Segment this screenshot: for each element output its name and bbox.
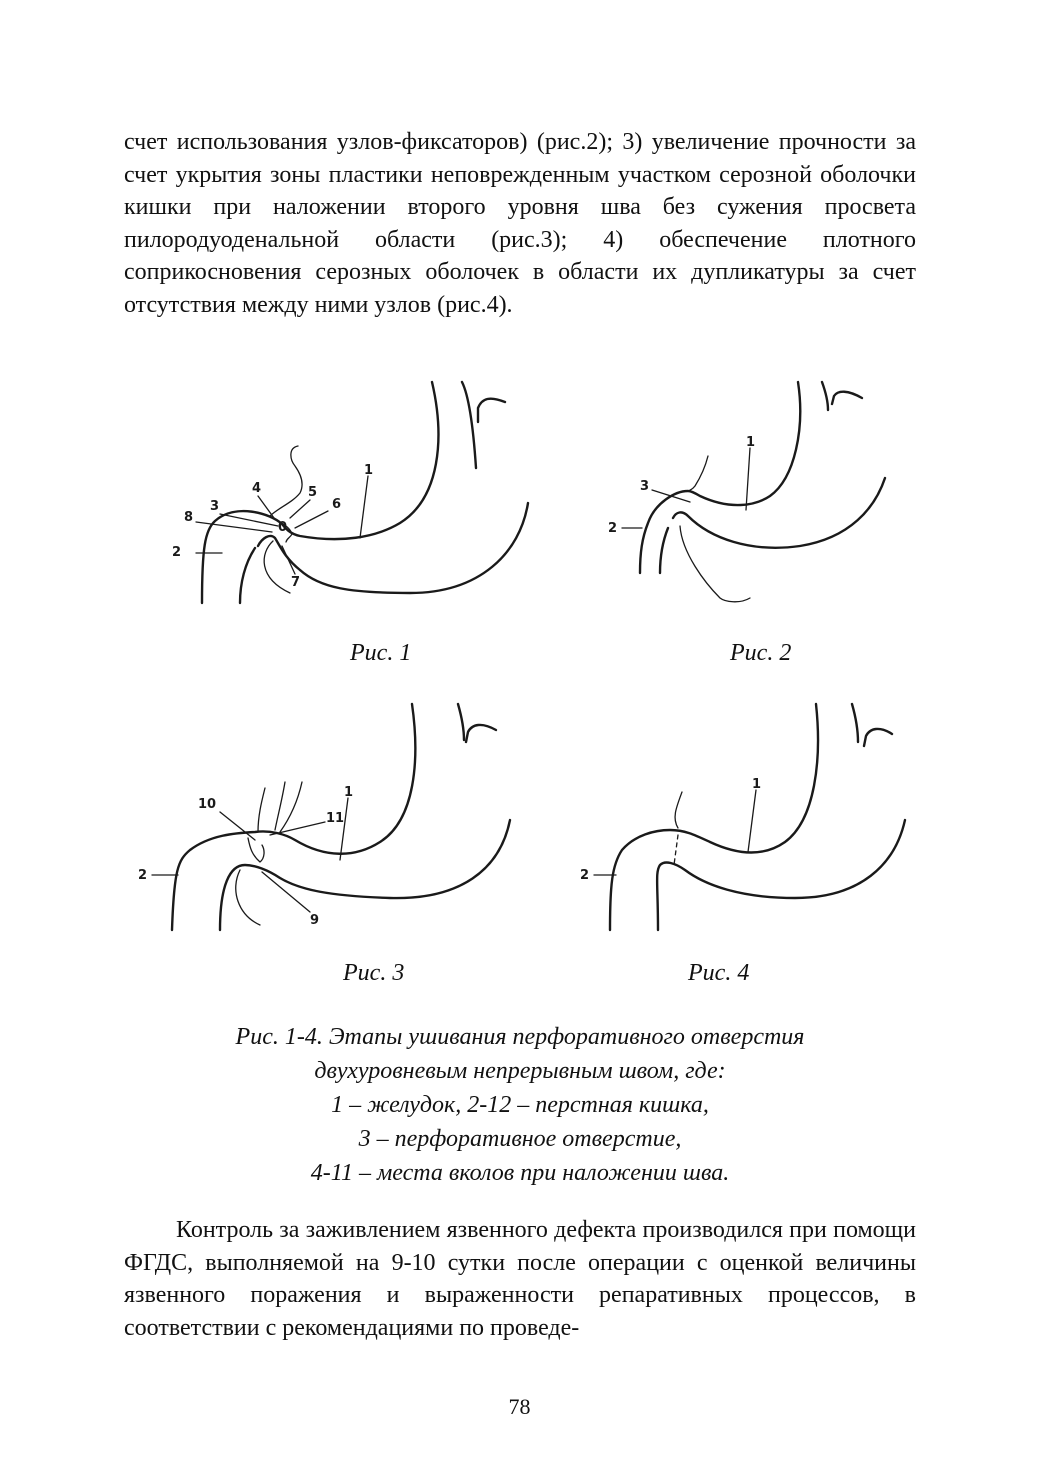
leader-7 — [282, 546, 295, 574]
stomach-wall-right — [852, 704, 858, 742]
figure-1-label-4: 4 — [252, 481, 262, 496]
body-paragraph-top: счет использования узлов-фиксаторов) (рис.2); 3) увеличение прочности за счет укрытия зоны пластики неповрежденным участком серозной оболочки кишки при наложении второго уровня шва без сужения просвета пилородуоденальной области (рис.3); 4) обеспечение плотного соприкосновения серозных оболочек в области их дупликатуры за счет отсутствия между ними узлов (рис.4). — [124, 129, 916, 318]
stomach-fold — [832, 392, 862, 404]
figure-2-label-2: 2 — [608, 521, 618, 536]
body-paragraph-bottom: Контроль за заживлением язвенного дефекта производился при помощи ФГДС, выполняемой на 9-10 сутки после операции с оценкой величины язвенного поражения и выраженности репаративных процессов, в соответствии с рекомендациями по проведе- — [124, 1217, 916, 1341]
figure-3-label-10: 10 — [198, 797, 217, 812]
suture-thread — [270, 446, 302, 516]
stomach-upper-curve — [202, 382, 438, 603]
leader-1 — [340, 798, 348, 860]
duodenum-lower — [660, 528, 668, 573]
figure-1-label-7: 7 — [291, 575, 301, 590]
figure-1-label-2: 2 — [172, 545, 182, 560]
stomach-fold — [466, 725, 496, 742]
duodenum-inner — [236, 870, 260, 925]
figure-1-caption: Рис. 1 — [350, 640, 412, 666]
figure-1-drawing — [160, 378, 540, 608]
figure-caption-block — [124, 1020, 916, 1190]
duodenum-inner — [264, 541, 290, 593]
caption-line-3: 1 – желудок, 2-12 – перстная кишка, — [331, 1092, 709, 1118]
figure-2-label-1: 1 — [746, 435, 756, 450]
stomach-lower-curve — [657, 820, 905, 930]
figure-1-label-3: 3 — [210, 499, 220, 514]
stomach-lower-curve — [220, 820, 510, 930]
leader-1 — [360, 476, 368, 538]
suture-thread — [675, 792, 682, 828]
suture-dashed — [674, 835, 678, 865]
figure-3-label-11: 11 — [326, 811, 345, 826]
figure-1-label-1: 1 — [364, 463, 374, 478]
stomach-fold — [478, 399, 505, 422]
page-number: 78 — [508, 1394, 531, 1419]
figure-3-drawing — [130, 700, 510, 930]
figure-3-label-1: 1 — [344, 785, 354, 800]
leader-6 — [295, 511, 328, 528]
leader-11 — [270, 822, 325, 835]
leader-5 — [290, 500, 310, 518]
stomach-fold — [864, 729, 892, 746]
suture-loop — [248, 838, 264, 862]
caption-line-2: двухуровневым непрерывным швом, где: — [314, 1058, 726, 1084]
figure-4-label-2: 2 — [580, 868, 590, 883]
figure-4-label-1: 1 — [752, 777, 762, 792]
duodenum-inner — [680, 526, 750, 602]
stomach-wall-right — [822, 382, 828, 410]
figure-4-drawing — [570, 700, 910, 930]
figure-2-caption: Рис. 2 — [730, 640, 792, 666]
figure-1-label-0: 0 — [278, 520, 288, 535]
suture-thread — [688, 456, 708, 491]
caption-line-1: Рис. 1-4. Этапы ушивания перфоративного отверстия — [235, 1024, 805, 1050]
leader-1 — [748, 790, 756, 852]
stomach-upper-curve — [610, 704, 818, 930]
figure-2-label-3: 3 — [640, 479, 650, 494]
figure-1-label-6: 6 — [332, 497, 342, 512]
leader-1 — [746, 448, 750, 510]
figure-3-label-2: 2 — [138, 868, 148, 883]
figure-3-caption: Рис. 3 — [343, 960, 405, 986]
stomach-wall-right — [462, 382, 476, 468]
figure-1-label-8: 8 — [184, 510, 194, 525]
figure-3-label-9: 9 — [310, 913, 320, 928]
leader-9 — [262, 872, 310, 912]
figure-2-drawing — [600, 378, 900, 608]
figure-4-caption: Рис. 4 — [688, 960, 750, 986]
figure-1-label-5: 5 — [308, 485, 318, 500]
stomach-upper-curve — [172, 704, 415, 930]
duodenum-lower — [240, 548, 255, 603]
stomach-wall-right — [458, 704, 464, 740]
suture-threads — [258, 782, 302, 832]
caption-line-4: 3 – перфоративное отверстие, — [358, 1126, 682, 1152]
caption-line-5: 4-11 – места вколов при наложении шва. — [310, 1160, 730, 1186]
